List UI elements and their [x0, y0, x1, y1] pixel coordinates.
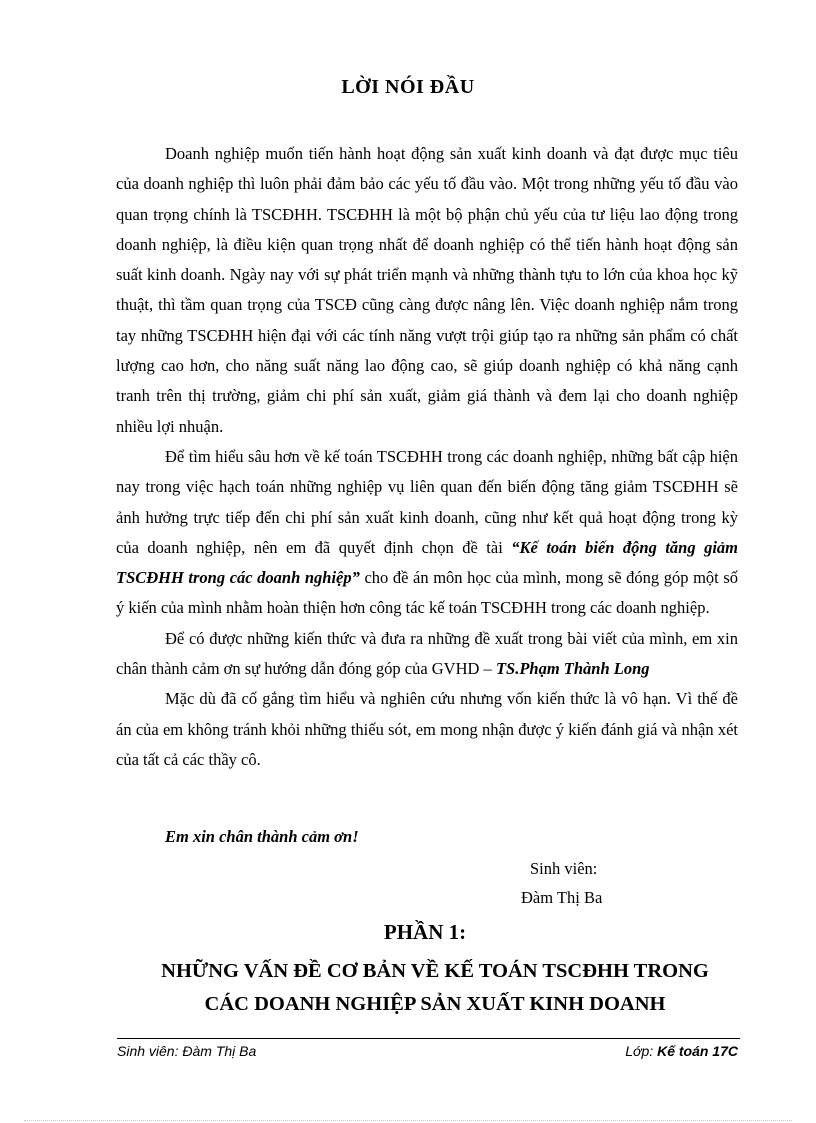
page-title: LỜI NÓI ĐẦU	[341, 76, 475, 98]
paragraph-topic	[116, 442, 738, 624]
thesis-topic: “Kế toán biến động tăng giảm TSCĐHH trong các doanh nghiệp”	[116, 537, 738, 588]
document-body	[116, 139, 738, 775]
paragraph-thanks-start: Để có được những kiến thức và đưa ra những đề xuất trong bài viết của mình, em xin chân thành cảm ơn sự hướng dẫn đóng góp của GVHD –	[116, 628, 738, 679]
footer-class-label: Lớp:	[625, 1043, 658, 1059]
paragraph-intro: Doanh nghiệp muốn tiến hành hoạt động sản xuất kinh doanh và đạt được mục tiêu của doanh nghiệp thì luôn phải đảm bảo các yếu tố đầu vào. Một trong những yếu tố đầu vào quan trọng chính là TSCĐHH. TSCĐHH là một bộ phận chủ yếu của tư liệu lao động trong doanh nghiệp, là điều kiện quan trọng nhất để doanh nghiệp có thể tiến hành hoạt động sản suất kinh doanh. Ngày nay với sự phát triển mạnh và những thành tựu to lớn của khoa học kỹ thuật, thì tầm quan trọng của TSCĐ cũng càng được nâng lên. Việc doanh nghiệp nắm trong tay những TSCĐHH hiện đại với các tính năng vượt trội giúp tạo ra những sản phẩm có chất lượng cao hơn, cho năng suất năng lao động cao, sẽ giúp doanh nghiệp có khả năng cạnh tranh trên thị trường, giảm chi phí sản xuất, giảm giá thành và đem lại cho doanh nghiệp nhiều lợi nhuận.	[116, 144, 738, 436]
footer-class	[625, 1043, 738, 1059]
signature-name: Đàm Thị Ba	[521, 888, 603, 907]
part-heading-line-2: CÁC DOANH NGHIỆP SẢN XUẤT KINH DOANH	[204, 993, 666, 1015]
part-heading-line-1: NHỮNG VẤN ĐỀ CƠ BẢN VỀ KẾ TOÁN TSCĐHH TRONG	[161, 960, 709, 982]
paragraph-thanks	[116, 624, 738, 685]
footer-student: Sinh viên: Đàm Thị Ba	[117, 1043, 257, 1059]
footer-divider	[117, 1038, 740, 1039]
advisor-name: TS.Phạm Thành Long	[495, 659, 650, 679]
part-heading	[110, 955, 760, 1021]
part-title: PHẦN 1:	[383, 920, 467, 944]
closing-thanks: Em xin chân thành cảm ơn!	[165, 827, 359, 846]
paragraph-topic-end: cho đề án môn học của mình, mong sẽ đóng góp một số ý kiến của mình nhằm hoàn thiện hơn công tác kế toán TSCĐHH trong các doanh nghiệp.	[116, 568, 738, 618]
paragraph-apology: Mặc dù đã cố gắng tìm hiểu và nghiên cứu nhưng vốn kiến thức là vô hạn. Vì thế đề án của em không tránh khỏi những thiếu sót, em mong nhận được ý kiến đánh giá và nhận xét của tất cả các thầy cô.	[116, 689, 738, 769]
paragraph-topic-start: Để tìm hiểu sâu hơn về kế toán TSCĐHH trong các doanh nghiệp, những bất cập hiện nay trong việc hạch toán những nghiệp vụ liên quan đến biến động tăng giảm TSCĐHH sẽ ảnh hưởng trực tiếp đến chi phí sản xuất kinh doanh, cũng như kết quả hoạt động trong kỳ của doanh nghiệp, nên em đã quyết định chọn đề tài	[116, 446, 738, 557]
signature-label: Sinh viên:	[530, 859, 598, 878]
page-bottom-border	[24, 1120, 792, 1121]
footer-class-value: Kế toán 17C	[657, 1043, 738, 1059]
